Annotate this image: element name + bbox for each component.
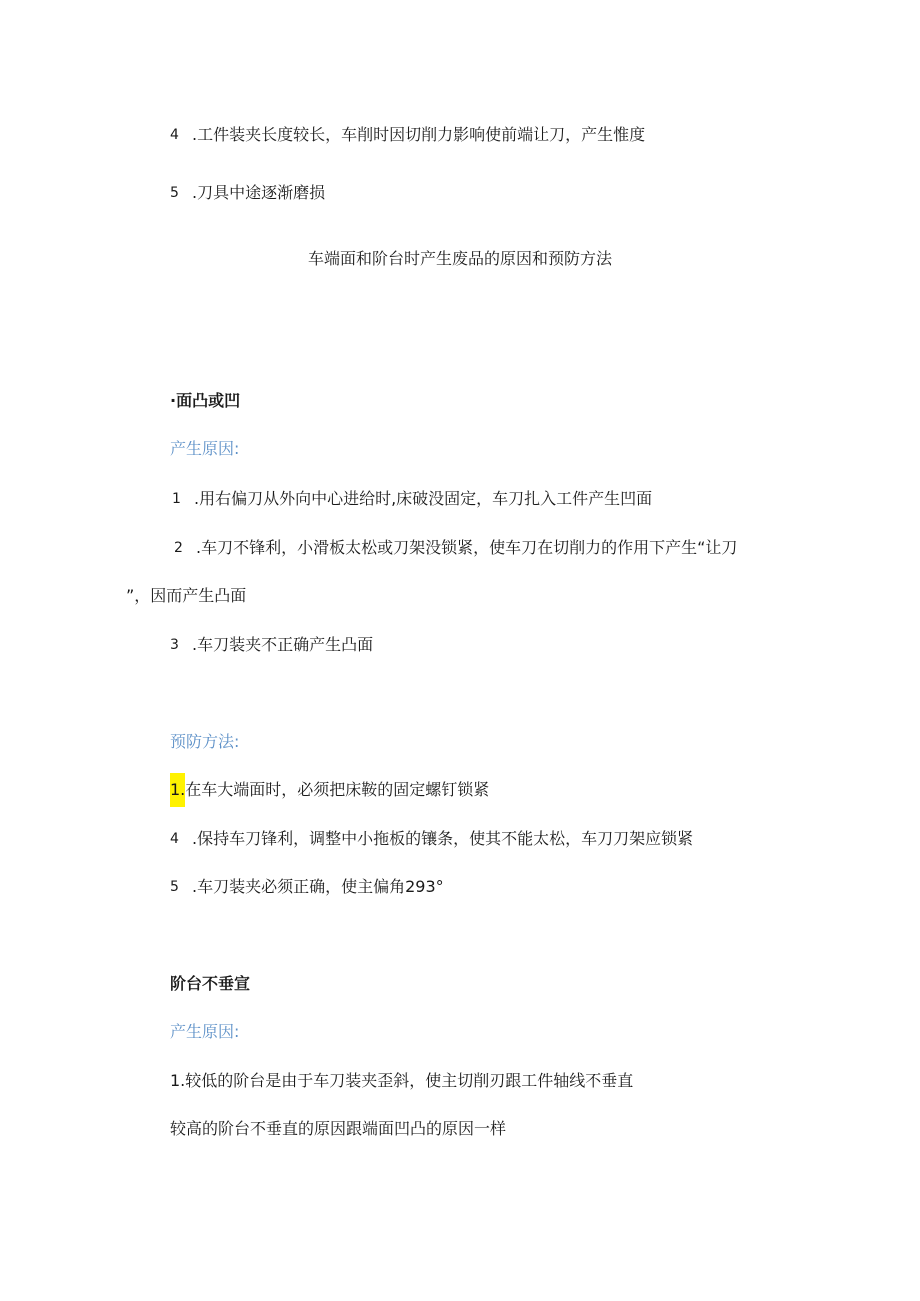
list-number: 1 xyxy=(172,491,181,507)
cause-label: 产生原因: xyxy=(170,439,240,458)
list-item-text: .工件装夹长度较长，车削时因切削力影响使前端让刀，产生惟度 xyxy=(192,125,646,144)
list-item-text: .车刀不锋利，小滑板太松或刀架没锁紧，使车刀在切削力的作用下产生“让刀 xyxy=(196,538,738,557)
list-item-text: .车刀装夹必须正确，使主偏角293° xyxy=(192,877,444,896)
highlight-number: 1. xyxy=(170,773,185,807)
paragraph-line: 较高的阶台不垂直的原因跟端面凹凸的原因一样 xyxy=(170,1119,507,1138)
list-item-text: .车刀装夹不正确产生凸面 xyxy=(192,635,374,654)
prevent-label: 预防方法: xyxy=(170,732,240,751)
cause-label: 产生原因: xyxy=(170,1022,240,1041)
list-item-text: .用右偏刀从外向中心进给时,床破没固定，车刀扎入工件产生凹面 xyxy=(194,489,653,508)
list-number: 5 xyxy=(170,879,179,895)
list-item-text: .刀具中途逐渐磨损 xyxy=(192,183,326,202)
paragraph-line: 1.较低的阶台是由于车刀装夹歪斜，使主切削刃跟工件轴线不垂直 xyxy=(170,1071,634,1090)
subsection-heading: ·面凸或凹 xyxy=(170,391,241,410)
list-number: 4 xyxy=(170,127,179,143)
section-title: 车端面和阶台时产生废品的原因和预防方法 xyxy=(307,249,612,268)
list-item-text: 在车大端面时，必须把床鞍的固定螺钉锁紧 xyxy=(185,780,490,799)
list-item-text: .保持车刀锋利，调整中小拖板的镶条，使其不能太松，车刀刀架应锁紧 xyxy=(192,829,694,848)
list-number: 4 xyxy=(170,831,179,847)
list-number: 3 xyxy=(170,637,179,653)
list-number: 5 xyxy=(170,185,179,201)
subsection-heading: 阶台不垂宣 xyxy=(170,974,251,993)
list-number: 2 xyxy=(174,540,183,556)
list-item xyxy=(170,779,489,801)
list-item-continuation: ”，因而产生凸面 xyxy=(126,586,247,605)
